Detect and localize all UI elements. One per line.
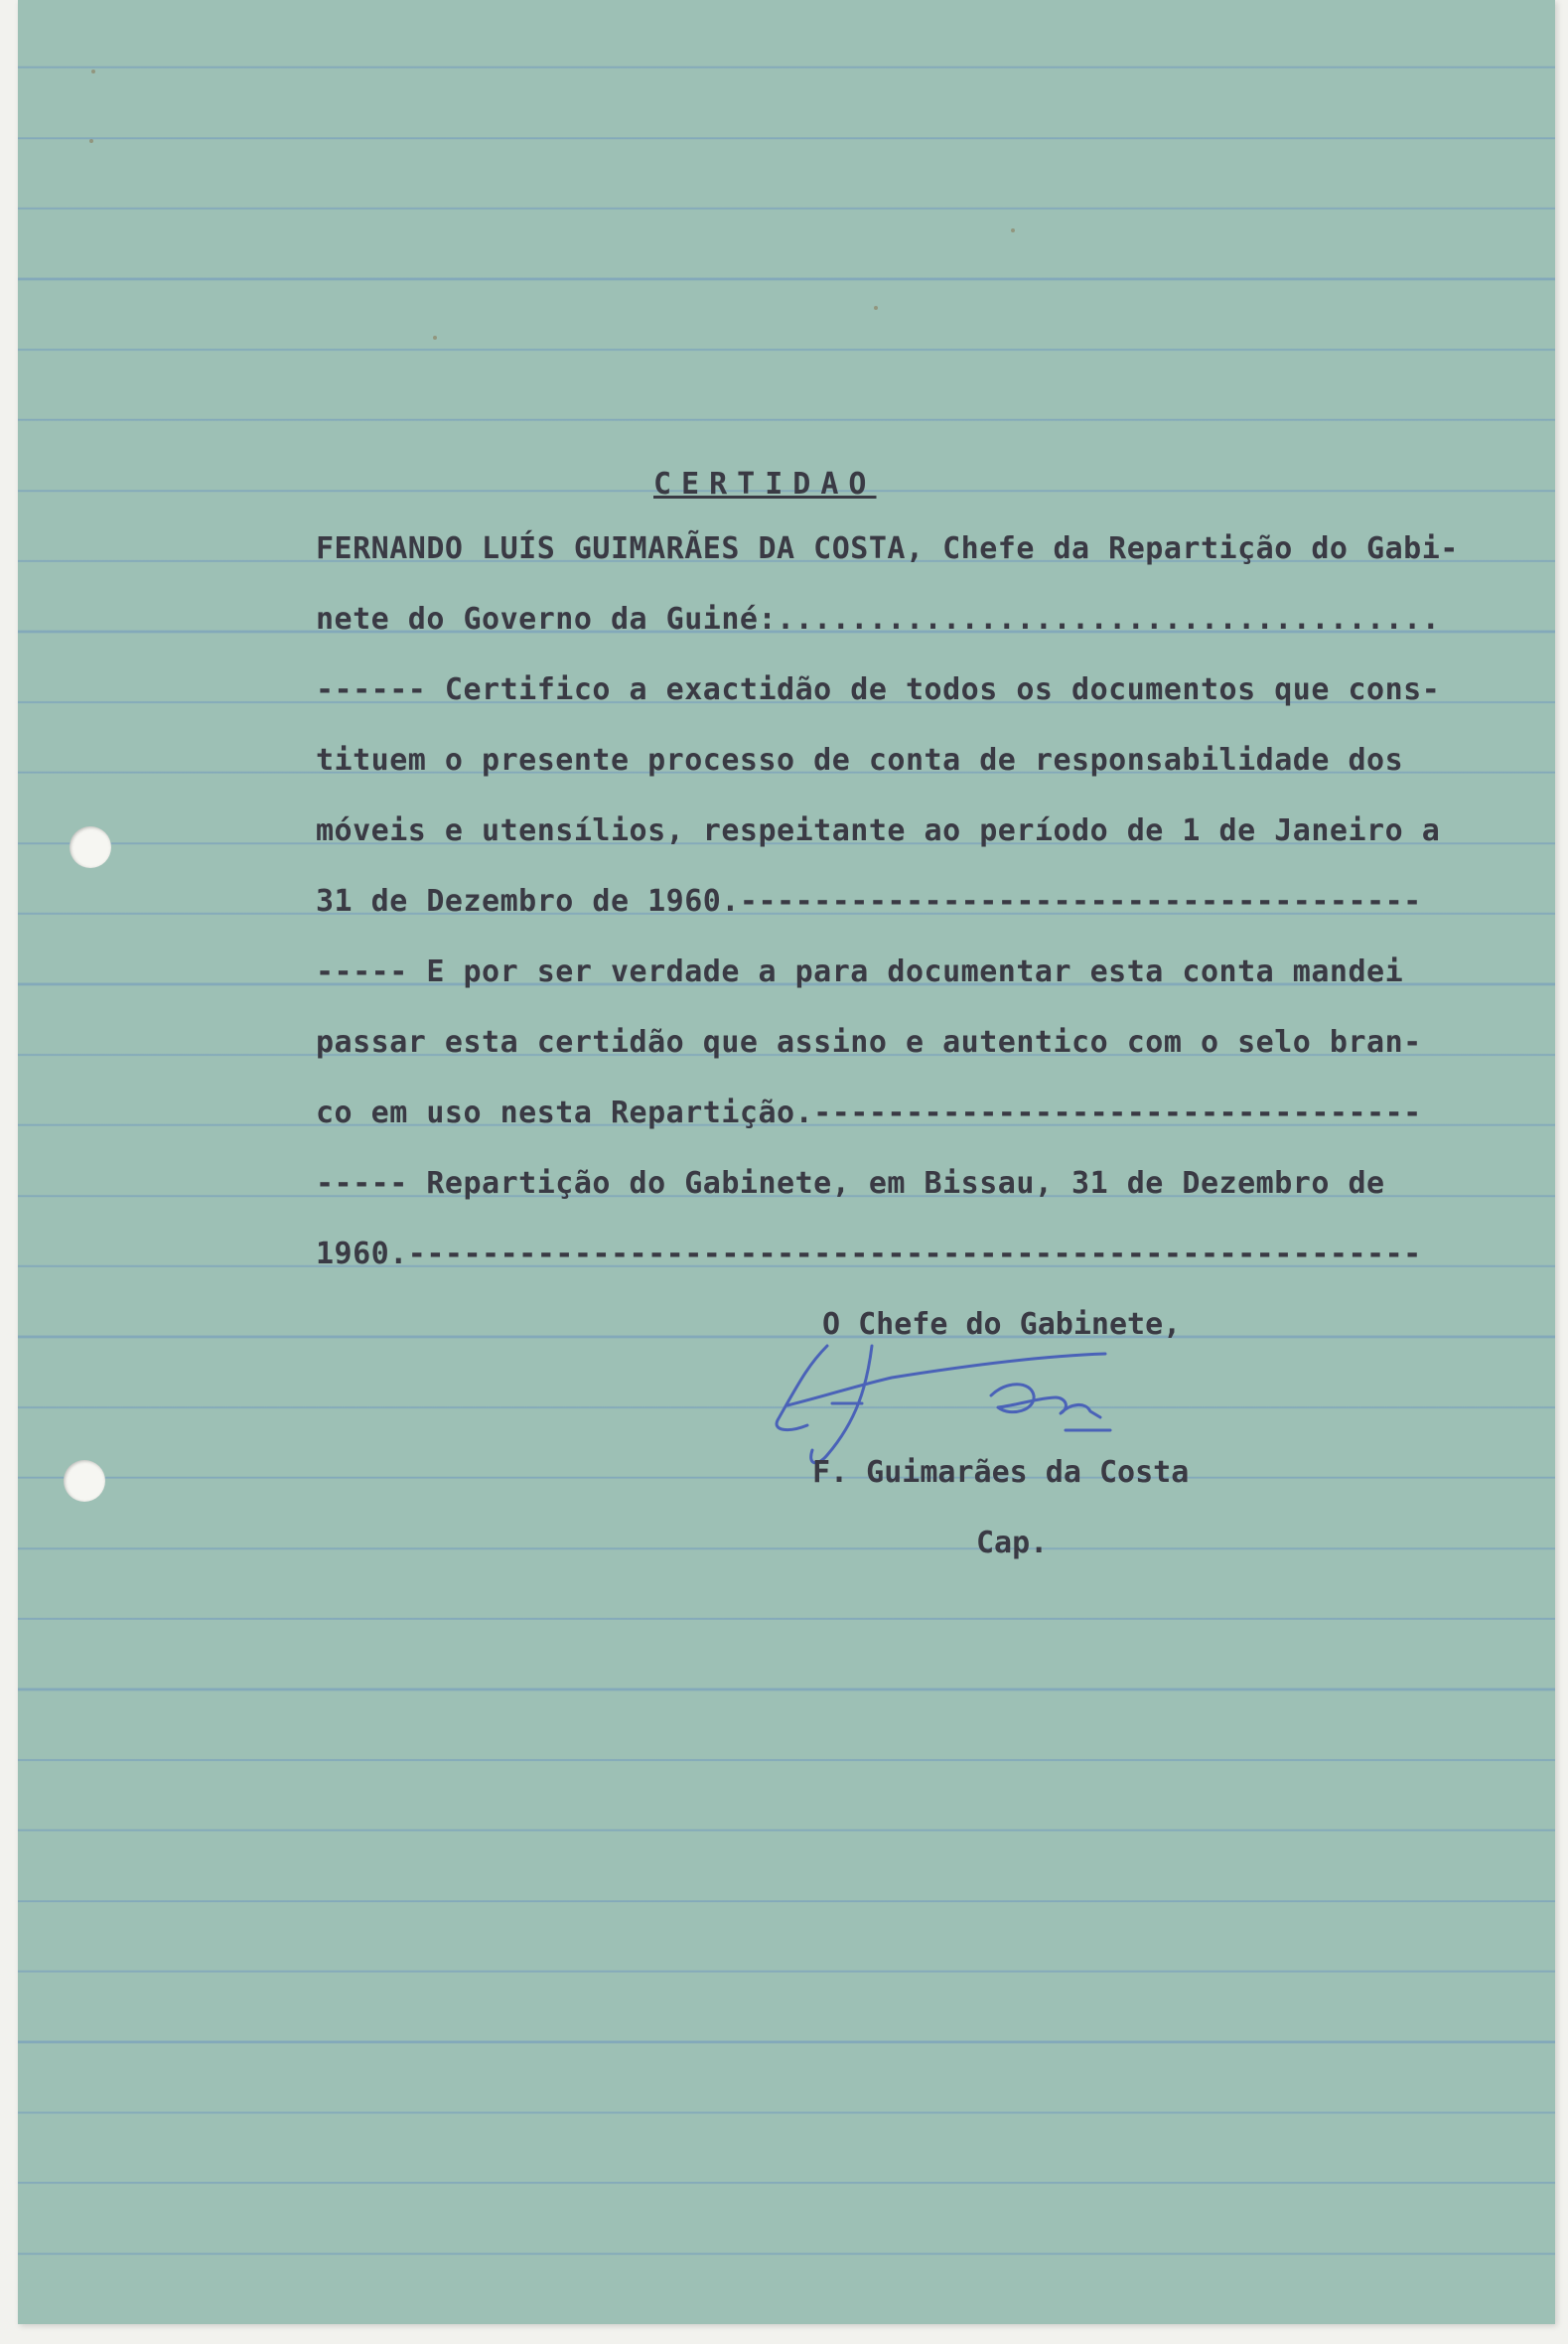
closing-line: O Chefe do Gabinete, [822, 1307, 1182, 1342]
binder-hole [70, 826, 111, 868]
document-sheet [18, 0, 1555, 2324]
body-line-2: nete do Governo da Guiné:.................................... [316, 602, 1441, 637]
paper-speck [89, 139, 93, 143]
signatory-rank: Cap. [976, 1526, 1049, 1560]
document-title: CERTIDAO [653, 467, 877, 502]
body-line-10: ----- Repartição do Gabinete, em Bissau, 31 de Dezembro de [316, 1166, 1385, 1201]
signatory-name: F. Guimarães da Costa [812, 1455, 1190, 1490]
body-line-6: 31 de Dezembro de 1960.------------------------------------- [316, 884, 1422, 919]
body-line-5: móveis e utensílios, respeitante ao período de 1 de Janeiro a [316, 813, 1441, 848]
body-line-9: co em uso nesta Repartição.--------------------------------- [316, 1096, 1422, 1130]
body-line-11: 1960.------------------------------------------------------- [316, 1237, 1422, 1271]
body-line-7: ----- E por ser verdade a para documentar esta conta mandei [316, 954, 1404, 989]
paper-speck [1011, 228, 1015, 232]
paper-speck [91, 70, 95, 73]
body-line-3: ------ Certifico a exactidão de todos os documentos que cons- [316, 672, 1441, 707]
body-line-8: passar esta certidão que assino e autentico com o selo bran- [316, 1025, 1422, 1060]
paper-speck [874, 306, 878, 310]
body-line-4: tituem o presente processo de conta de responsabilidade dos [316, 743, 1404, 778]
binder-hole [64, 1460, 105, 1502]
body-line-1: FERNANDO LUÍS GUIMARÃES DA COSTA, Chefe da Repartição do Gabi- [316, 531, 1459, 566]
paper-speck [433, 336, 437, 340]
handwritten-signature [768, 1326, 1264, 1475]
